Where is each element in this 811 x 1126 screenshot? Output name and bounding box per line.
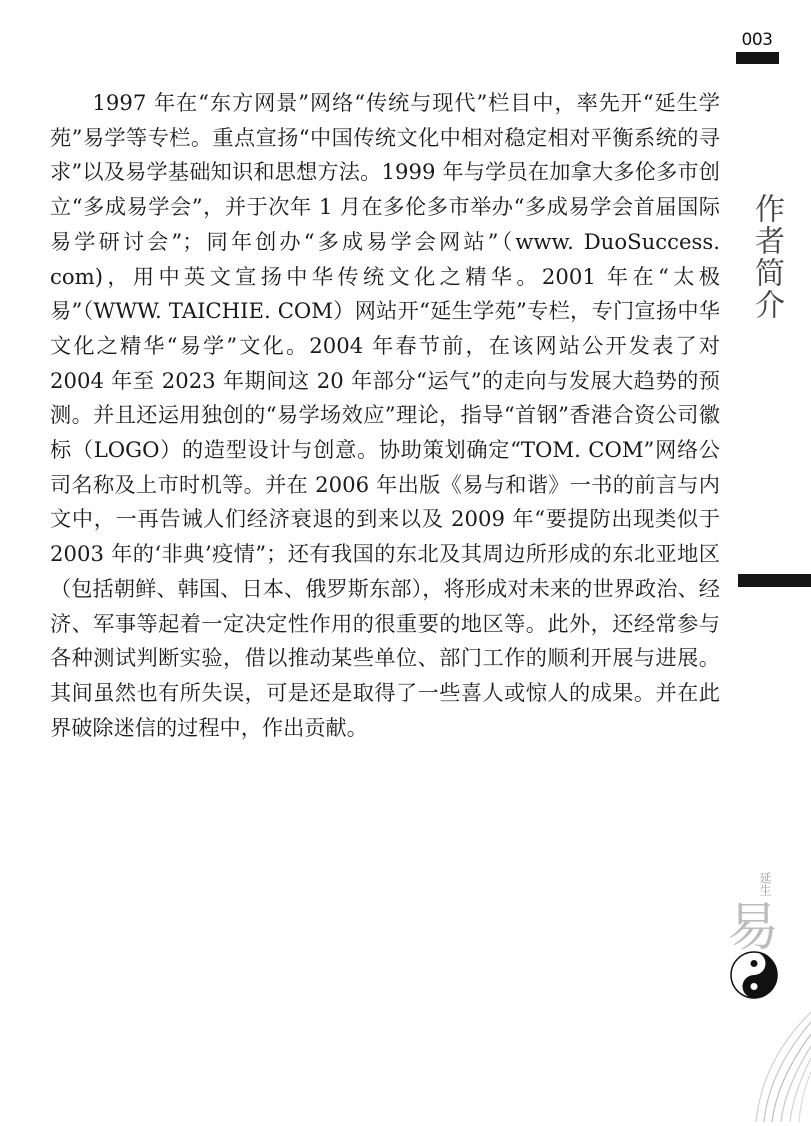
margin-divider-bar bbox=[738, 574, 811, 587]
page-number-bar bbox=[736, 52, 779, 64]
page-number: 003 bbox=[741, 30, 773, 50]
section-title-vertical: 作者简介 bbox=[749, 193, 784, 321]
seal-small-text: 延生 bbox=[758, 872, 772, 896]
body-paragraph: 1997 年在“东方网景”网络“传统与现代”栏目中，率先开“延生学苑”易学等专栏。重点宣扬“中国传统文化中相对稳定相对平衡系统的寻求”以及易学基础知识和思想方法。1999 年与学员在加拿大多伦多市创立“多成易学会”，并于次年 1 月在多伦多市举办“多成易学会首届国际易学研讨会”；同年创办“多成易学会网站”（www. DuoSuccess. com)，用中英文宣扬中华传统文化之精华。2001 年在“太极易”（WWW. TAICHIE. COM）网站开“延生学苑”专栏，专门宣扬中华文化之精华“易学”文化。2004 年春节前，在该网站公开发表了对 2004 年至 2023 年期间这 20 年部分“运气”的走向与发展大趋势的预测。并且还运用独创的“易学场效应”理论，指导“首钢”香港合资公司徽标（LOGO）的造型设计与创意。协助策划确定“TOM. COM”网络公司名称及上市时机等。并在 2006 年出版《易与和谐》一书的前言与内文中，一再告诫人们经济衰退的到来以及 2009 年“要提防出现类似于 2003 年的‘非典’疫情”；还有我国的东北及其周边所形成的东北亚地区（包括朝鲜、韩国、日本、俄罗斯东部），将形成对未来的世界政治、经济、军事等起着一定决定性作用的很重要的地区等。此外，还经常参与各种测试判断实验，借以推动某些单位、部门工作的顺利开展与进展。其间虽然也有所失误，可是还是取得了一些喜人或惊人的成果。并在此界破除迷信的过程中，作出贡献。 bbox=[50, 90, 720, 740]
seal-big-glyph: 易 bbox=[727, 898, 780, 958]
